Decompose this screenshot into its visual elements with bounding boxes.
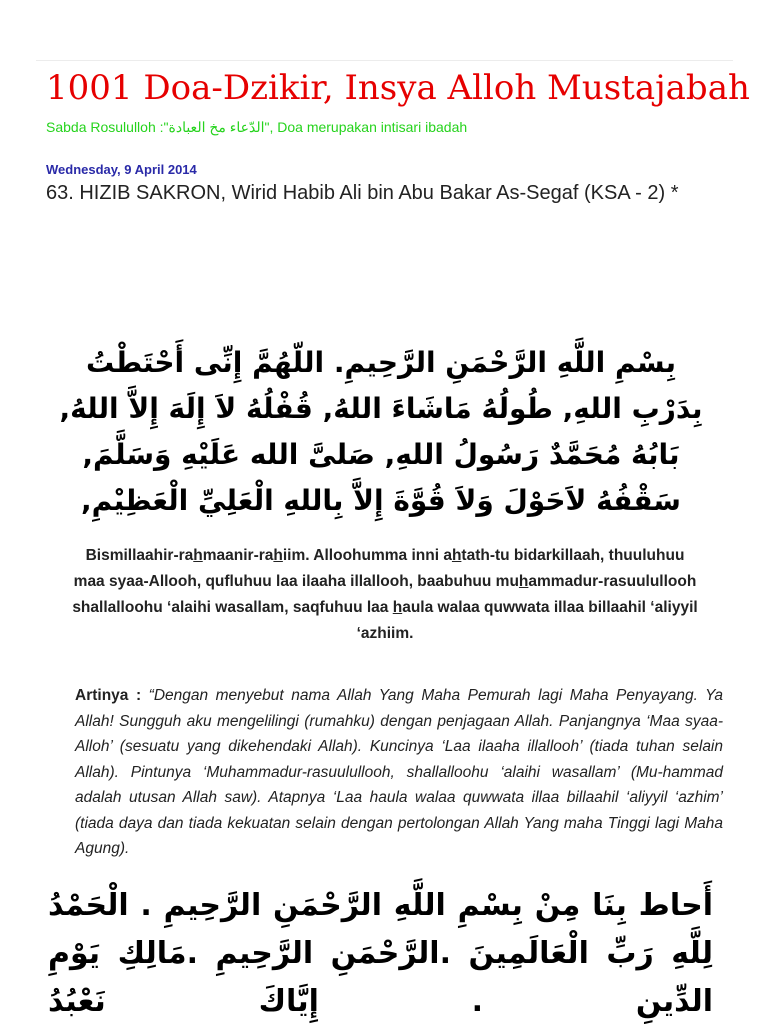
translation-label: Artinya :: [75, 687, 142, 704]
translit-part: maanir-ra: [202, 547, 274, 564]
translit-underlined: h: [451, 547, 462, 564]
arabic-fatihah-text: أَحاط بِنَا مِنْ بِسْمِ اللَّهِ الرَّحْمَنِ الرَّحِيمِ . الْحَمْدُ لِلَّهِ رَبِّ الْعَالَمِينَ .الرَّحْمَنِ الرَّحِيمِ .مَالِكِ يَوْمِ الدِّينِ . إِيَّاكَ نَعْبُدُ: [48, 888, 713, 1019]
translit-underlined: h: [193, 547, 203, 564]
blog-title[interactable]: 1001 Doa-Dzikir, Insya Alloh Mustajabah: [46, 68, 750, 108]
translation-paragraph: [75, 683, 723, 862]
translit-underlined: h: [392, 599, 403, 616]
post-title: 63. HIZIB SAKRON, Wirid Habib Ali bin Abu Bakar As-Segaf (KSA - 2) *: [46, 182, 679, 204]
translit-underlined: h: [273, 547, 283, 564]
translit-part: ammadur-rasuulullooh shallalloohu ‘alaihi wasallam, saqfuhuu laa: [72, 573, 697, 616]
translit-part: Bismillaahir-ra: [85, 547, 194, 564]
transliteration-text: [70, 543, 700, 647]
translation-text: “Dengan menyebut nama Allah Yang Maha Pemurah lagi Maha Penyayang. Ya Allah! Sungguh aku mengelilingi (rumahku) dengan penjagaan Allah. Panjangnya ‘Maa syaa-Alloh’ (sesuatu yang dikehendaki Allah). Kuncinya ‘Laa ilaaha illallooh’ (tiada tuhan selain Allah). Pintunya ‘Muhammadur-rasuulullooh, shallalloohu ‘alaihi wasallam’ (Mu-hammad adalah utusan Allah saw). Atapnya ‘Laa haula walaa quwwata illaa billaahil ‘aliyyil ‘azhim’ (tiada daya dan tiada kekuatan selain dengan pertolongan Allah Yang maha Tinggi lagi Maha Agung).: [75, 687, 723, 857]
arabic-prayer-text: بِسْمِ اللَّهِ الرَّحْمَنِ الرَّحِيمِ. اللّهُمَّ إِنِّى أَحْتَطْتُ بِدَرْبِ اللهِ, طُولُهُ مَاشَاءَ اللهُ, قُفْلُهُ لاَ إِلَهَ إِلاَّ اللهُ, بَابُهُ مُحَمَّدٌ رَسُولُ اللهِ, صَلىَّ الله عَلَيْهِ وَسَلَّمَ, سَقْفُهُ لاَحَوْلَ وَلاَ قُوَّةَ إِلاَّ بِاللهِ الْعَلِيِّ الْعَظِيْمِ,: [59, 346, 703, 517]
translit-part: tath-tu bidarkillaah, thuuluhuu maa syaa-Allooh, qufluhuu laa ilaaha illallooh, baabuhuu mu: [73, 547, 685, 590]
translit-part: iim. Alloohumma inni a: [282, 547, 452, 564]
post-date: Wednesday, 9 April 2014: [46, 162, 197, 177]
translit-underlined: h: [518, 573, 529, 590]
header-divider: [36, 60, 733, 61]
translit-part: aula walaa quwwata illaa billaahil ‘aliyyil ‘azhiim.: [356, 599, 698, 642]
blog-description: Sabda Rosululloh :"الدّعاء مخ العبادة", Doa merupakan intisari ibadah: [46, 119, 468, 135]
